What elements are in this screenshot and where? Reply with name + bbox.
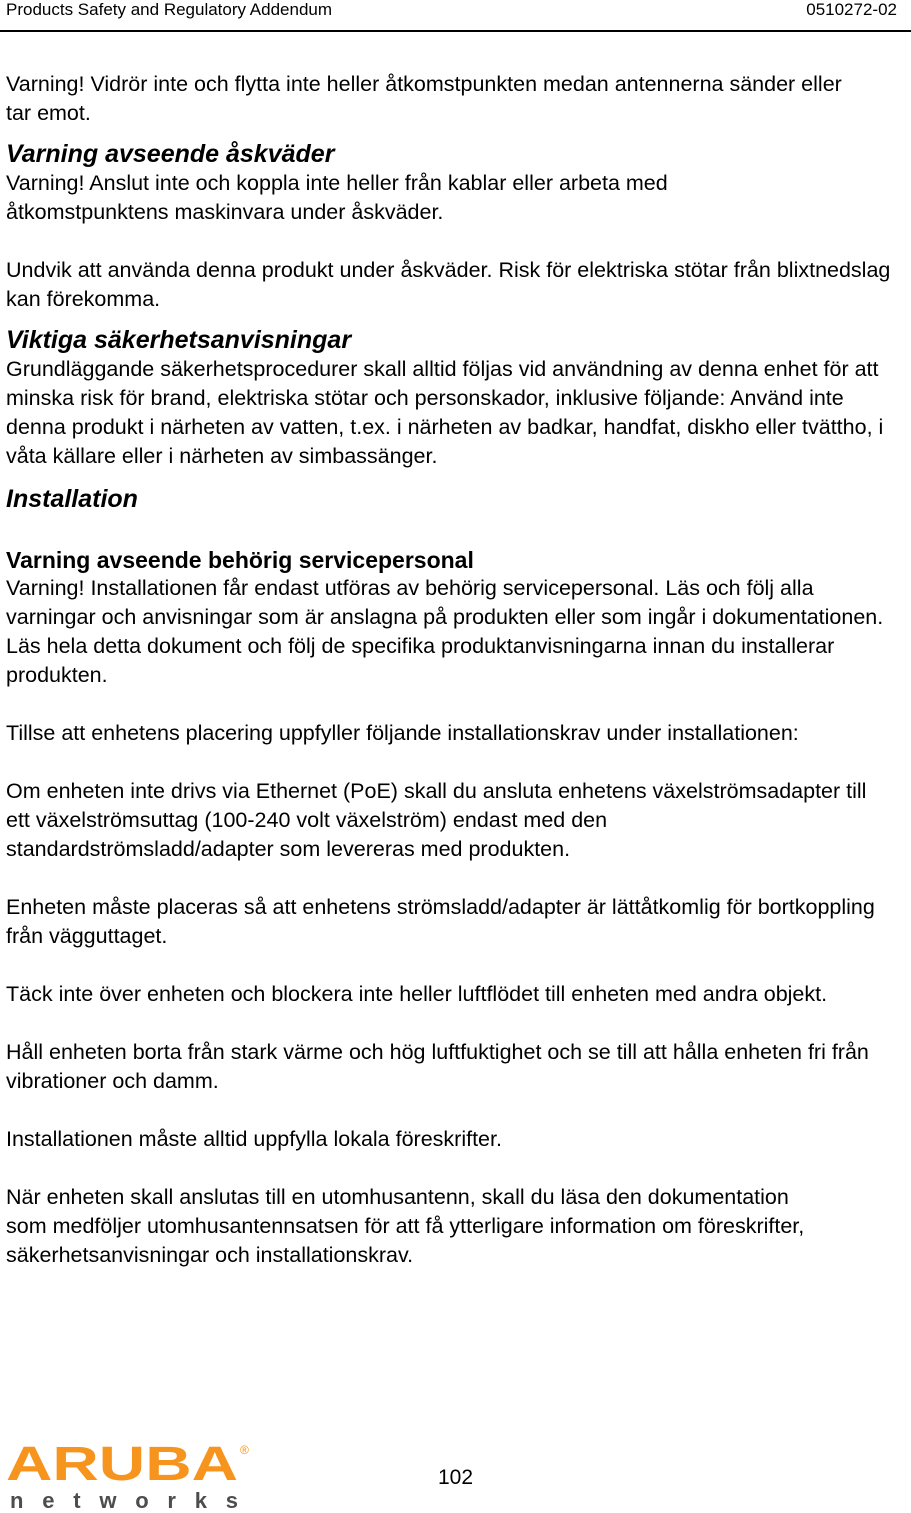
document-title: Products Safety and Regulatory Addendum [6, 0, 333, 19]
logo-subtitle: networks [10, 1488, 238, 1512]
paragraph-antenna-warning: Varning! Vidrör inte och flytta inte heller åtkomstpunkten medan antennerna sänder eller tar emot. [6, 72, 842, 125]
paragraph-local-regulations: Installationen måste alltid uppfylla lokala föreskrifter. [6, 1127, 502, 1151]
page-header [0, 0, 911, 32]
heading-installation: Installation [6, 485, 138, 513]
paragraph-thunderstorm-warning: Varning! Anslut inte och koppla inte heller från kablar eller arbeta med åtkomstpunktens maskinvara under åskväder. [6, 171, 668, 224]
paragraph-power-adapter: Om enheten inte drivs via Ethernet (PoE) skall du ansluta enhetens växelströmsadapter till ett växelströmsuttag (100-240 volt växelström) endast med den standardströmsladd/adapter som levereras med produkten. [6, 779, 867, 861]
paragraph-service-warning: Varning! Installationen får endast utföras av behörig servicepersonal. Läs och följ alla varningar och anvisningar som är anslagna på produkten eller som ingår i dokumentationen. Läs hela detta dokument och följ de specifika produktanvisningarna innan du installerar produkten. [6, 576, 884, 687]
paragraph-safety-procedures: Grundläggande säkerhetsprocedurer skall alltid följas vid användning av denna enhet för att minska risk för brand, elektriska stötar och personskador, inklusive följande: Använd inte denna produkt i närheten av vatten, t.ex. i närheten av badkar, handfat, diskho eller tvättho, i våta källare eller i närheten av simbassänger. [6, 357, 884, 468]
page-content [6, 70, 908, 1270]
paragraph-airflow: Täck inte över enheten och blockera inte heller luftflödet till enheten med andra objekt. [6, 982, 828, 1006]
paragraph-outdoor-antenna: När enheten skall anslutas till en utomhusantenn, skall du läsa den dokumentation som medföljer utomhusantennsatsen för att få ytterligare information om föreskrifter, säkerhetsanvisningar och installationskrav. [6, 1185, 805, 1267]
page-number: 102 [437, 1466, 474, 1489]
paragraph-outlet-access: Enheten måste placeras så att enhetens strömsladd/adapter är lättåtkomlig för bortkoppling från vägguttaget. [6, 895, 875, 948]
paragraph-thunderstorm-advice: Undvik att använda denna produkt under åskväder. Risk för elektriska stötar från blixtnedslag kan förekomma. [6, 258, 891, 311]
heading-service-personnel: Varning avseende behörig servicepersonal [6, 547, 474, 573]
paragraph-install-requirements: Tillse att enhetens placering uppfyller följande installationskrav under installationen: [6, 721, 799, 745]
logo-word: ARUBA [6, 1440, 239, 1491]
paragraph-heat-humidity: Håll enheten borta från stark värme och hög luftfuktighet och se till att hålla enheten fri från vibrationer och damm. [6, 1040, 869, 1093]
heading-thunderstorm: Varning avseende åskväder [6, 140, 335, 168]
document-number: 0510272-02 [806, 0, 897, 19]
heading-safety-instructions: Viktiga säkerhetsanvisningar [6, 326, 352, 354]
logo-registered-mark: ® [240, 1443, 249, 1457]
